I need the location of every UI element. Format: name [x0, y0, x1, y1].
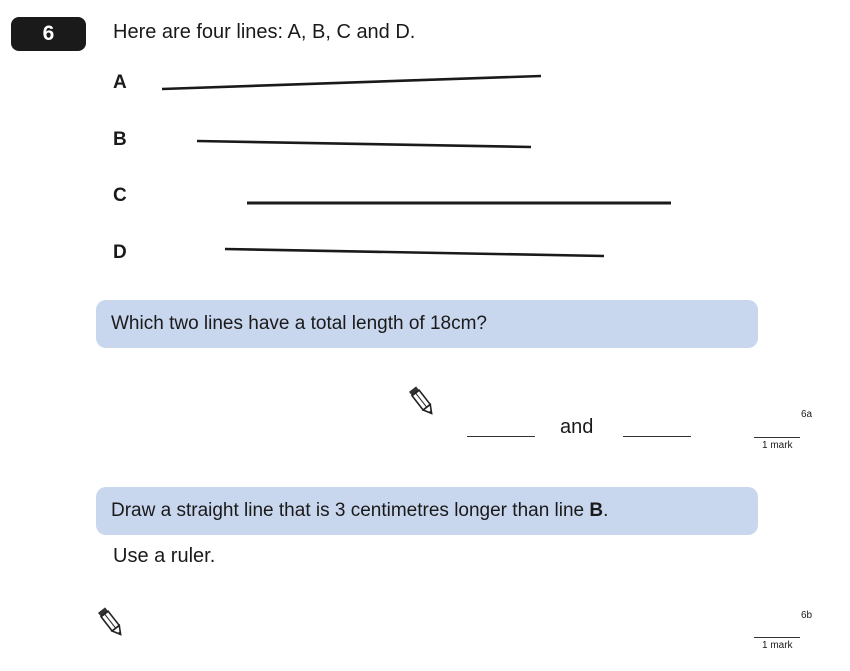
- mark-code-6a: 6a: [801, 409, 813, 420]
- line-d: [225, 249, 604, 256]
- answer-blank-1[interactable]: [467, 436, 535, 437]
- ruler-instruction: Use a ruler.: [113, 545, 216, 567]
- mark-line-6b: [754, 637, 800, 638]
- answer-blank-2[interactable]: [623, 436, 691, 437]
- line-label-b: B: [113, 129, 127, 150]
- mark-text-6a: 1 mark: [762, 440, 793, 451]
- line-label-d: D: [113, 242, 127, 263]
- part-b-prompt-box: [96, 487, 758, 535]
- line-a: [162, 76, 541, 89]
- pencil-icon: [95, 605, 127, 641]
- line-label-a: A: [113, 72, 127, 93]
- question-intro: Here are four lines: A, B, C and D.: [113, 21, 416, 43]
- line-b: [197, 141, 531, 147]
- part-a-prompt: Which two lines have a total length of 18cm?: [111, 313, 487, 334]
- part-b-prompt-text: Draw a straight line that is 3 centimetres longer than line: [111, 500, 590, 521]
- answer-connector: and: [560, 416, 594, 438]
- part-b-prompt-bold: B: [589, 500, 604, 521]
- part-b-prompt: [111, 500, 608, 522]
- line-label-c: C: [113, 185, 127, 206]
- mark-text-6b: 1 mark: [762, 640, 793, 651]
- pencil-icon: [406, 384, 438, 420]
- mark-code-6b: 6b: [801, 610, 813, 621]
- mark-line-6a: [754, 437, 800, 438]
- part-a-prompt-box: [96, 300, 758, 348]
- question-number: 6: [11, 17, 86, 51]
- part-b-prompt-end: .: [603, 500, 609, 521]
